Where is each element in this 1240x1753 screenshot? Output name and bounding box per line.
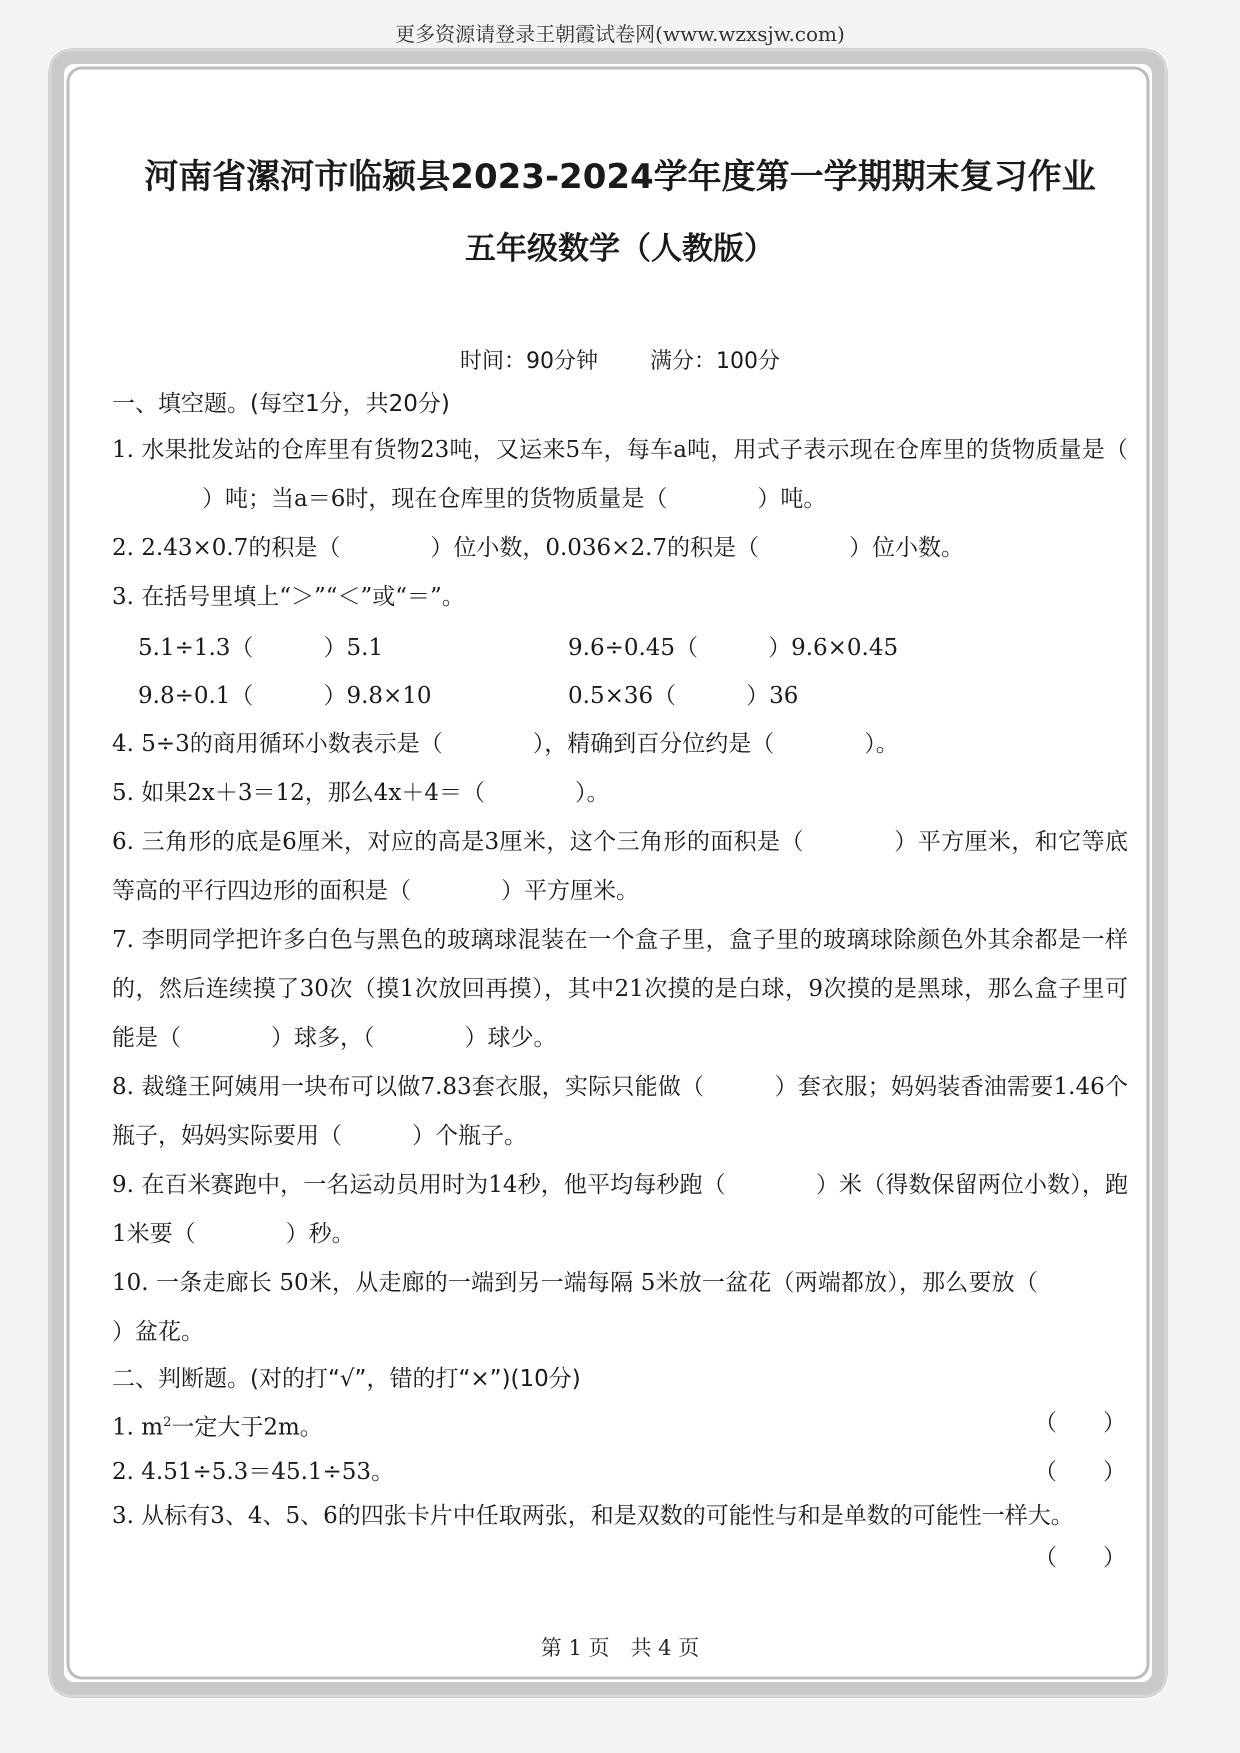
question-3: 3. 在括号里填上“＞”“＜”或“＝”。 (112, 584, 465, 610)
judge-3: 3. 从标有3、4、5、6的四张卡片中任取两张，和是双数的可能性与和是单数的可能性一样大。 (112, 1502, 1074, 1529)
exam-meta (112, 342, 1128, 382)
exam-subtitle: 五年级数学（人教版） (465, 231, 775, 267)
question-2: 2. 2.43×0.7的积是（ ）位小数，0.036×2.7的积是（ ）位小数。 (112, 535, 965, 561)
question-9: 9. 在百米赛跑中，一名运动员用时为14秒，他平均每秒跑（ ）米（得数保留两位小数），跑1米要（ ）秒。 (112, 1172, 1129, 1247)
page-number: 第 1 页 共 4 页 (540, 1636, 700, 1660)
question-10: 10. 一条走廊长 50米，从走廊的一端到另一端每隔 5米放一盆花（两端都放），那么要放（）盆花。 (112, 1270, 1038, 1345)
time-limit: 时间：90分钟 (460, 349, 598, 374)
compare-item: 5.1÷1.3（ ）5.1 (138, 635, 384, 661)
section-true-false: 二、判断题。(对的打“√”，错的打“×”)(10分) (112, 1366, 581, 1392)
question-1: 1. 水果批发站的仓库里有货物23吨，又运来5车，每车a吨，用式子表示现在仓库里的货物质量是（）吨；当a＝6时，现在仓库里的货物质量是（ ）吨。 (112, 437, 1128, 512)
exam-title: 河南省漯河市临颍县2023-2024学年度第一学期期末复习作业 (144, 157, 1096, 197)
compare-grid (112, 624, 1128, 720)
judge-1: 1. $m^2$一定大于2m。 （ ） (112, 1401, 1128, 1450)
answer-paren: （ ） (1034, 1544, 1126, 1571)
question-7: 7. 李明同学把许多白色与黑色的玻璃球混装在一个盒子里，盒子里的玻璃球除颜色外其余都是一样的，然后连续摸了30次（摸1次放回再摸），其中21次摸的是白球，9次摸的是黑球，那么盒子里可能是（ ）球多，（ ）球少。 (112, 927, 1128, 1051)
compare-item: 9.6÷0.45（ ）9.6×0.45 (568, 635, 899, 661)
question-5: 5. 如果2x＋3＝12，那么4x＋4＝（ ）。 (112, 780, 610, 806)
question-4: 4. 5÷3的商用循环小数表示是（ ），精确到百分位约是（ ）。 (112, 731, 899, 757)
judge-2: 2. 4.51÷5.3＝45.1÷53。 （ ） (112, 1450, 1128, 1494)
full-score: 满分：100分 (650, 349, 780, 374)
answer-paren: （ ） (1034, 1458, 1126, 1485)
site-banner: 更多资源请登录王朝霞试卷网(www.wzxsjw.com) (395, 22, 845, 46)
compare-item: 0.5×36（ ）36 (568, 683, 799, 709)
compare-item: 9.8÷0.1（ ）9.8×10 (138, 683, 432, 709)
answer-paren: （ ） (1034, 1410, 1126, 1436)
question-8: 8. 裁缝王阿姨用一块布可以做7.83套衣服，实际只能做（ ）套衣服；妈妈装香油需要1.46个瓶子，妈妈实际要用（ ）个瓶子。 (112, 1074, 1129, 1149)
section-fill-blank: 一、填空题。(每空1分，共20分) (112, 391, 450, 417)
exam-sheet (112, 150, 1128, 1578)
question-6: 6. 三角形的底是6厘米，对应的高是3厘米，这个三角形的面积是（ ）平方厘米，和它等底等高的平行四边形的面积是（ ）平方厘米。 (112, 829, 1128, 904)
